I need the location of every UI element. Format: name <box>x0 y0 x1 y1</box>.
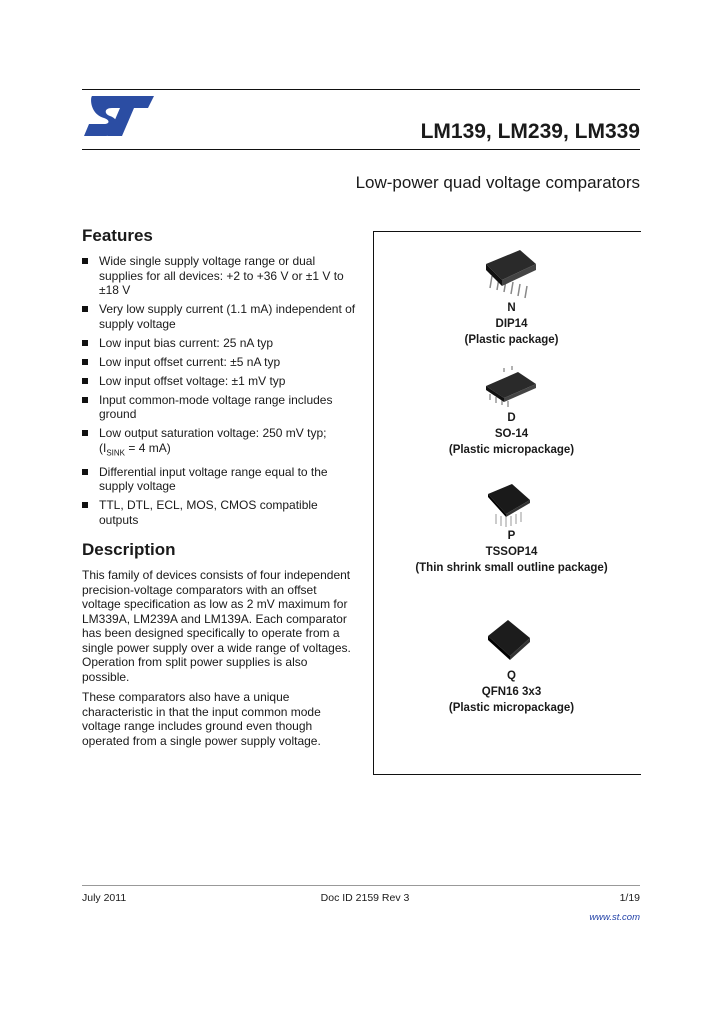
header-rule-top <box>82 89 640 90</box>
footer-page-number: 1/19 <box>619 892 640 904</box>
list-item: Low output saturation voltage: 250 mV typ; ($I_{SINK} = 4$ mA) <box>82 426 357 460</box>
bullet-icon <box>82 469 88 475</box>
package-name: TSSOP14 <box>485 546 538 558</box>
list-item: Differential input voltage range equal to the supply voltage <box>82 465 357 494</box>
bullet-icon <box>82 378 88 384</box>
features-heading: Features <box>82 226 153 245</box>
list-item: Low input offset current: ±5 nA typ <box>82 355 357 370</box>
page-subtitle: Low-power quad voltage comparators <box>355 173 640 192</box>
package-panel <box>373 231 641 775</box>
header-rule-bottom <box>82 149 640 150</box>
bullet-icon <box>82 340 88 346</box>
description-paragraph: This family of devices consists of four independent precision-voltage comparators with an offset voltage specification as low as 2 mV maximum for LM339A, LM239A and LM139A. Each comparator has been designed specifically to operate from a single power supply over a wide range of voltages. Operation from split power supplies is also possible. <box>82 568 351 684</box>
page-title: LM139, LM239, LM339 <box>420 120 640 143</box>
list-item: TTL, DTL, ECL, MOS, CMOS compatible outputs <box>82 498 357 527</box>
dip14-package-icon <box>482 246 538 302</box>
bullet-icon <box>82 430 88 436</box>
bullet-icon <box>82 359 88 365</box>
package-code: P <box>507 530 516 542</box>
list-item: Low input bias current: 25 nA typ <box>82 336 357 351</box>
package-desc: (Plastic micropackage) <box>448 702 575 714</box>
description-heading: Description <box>82 540 176 559</box>
list-item: Input common-mode voltage range includes ground <box>82 393 357 422</box>
package-name: QFN16 3x3 <box>481 686 542 698</box>
package-code: N <box>507 302 516 314</box>
list-item: Low input offset voltage: ±1 mV typ <box>82 374 357 389</box>
package-name: SO-14 <box>494 428 529 440</box>
package-desc: (Plastic micropackage) <box>448 444 575 456</box>
footer-website-link[interactable]: www.st.com <box>589 912 640 923</box>
footer-date: July 2011 <box>82 892 127 904</box>
list-item: Wide single supply voltage range or dual supplies for all devices: +2 to +36 V or ±1 V to ±18 V <box>82 254 357 298</box>
footer-rule <box>82 885 640 886</box>
package-code: D <box>507 412 516 424</box>
bullet-icon <box>82 258 88 264</box>
bullet-icon <box>82 397 88 403</box>
features-list <box>82 254 357 532</box>
so14-package-icon <box>482 366 538 410</box>
package-code: Q <box>507 670 516 682</box>
footer-doc-id: Doc ID 2159 Rev 3 <box>320 892 410 904</box>
package-desc: (Thin shrink small outline package) <box>415 562 608 574</box>
bullet-icon <box>82 502 88 508</box>
tssop14-package-icon <box>484 480 534 528</box>
bullet-icon <box>82 306 88 312</box>
st-logo-icon <box>82 94 156 138</box>
description-paragraph: These comparators also have a unique characteristic in that the input common mode voltage range includes ground even though operated from a single power supply voltage. <box>82 690 321 748</box>
package-name: DIP14 <box>495 318 528 330</box>
list-item: Very low supply current (1.1 mA) independent of supply voltage <box>82 302 357 331</box>
package-desc: (Plastic package) <box>464 334 559 346</box>
qfn16-package-icon <box>484 616 534 666</box>
